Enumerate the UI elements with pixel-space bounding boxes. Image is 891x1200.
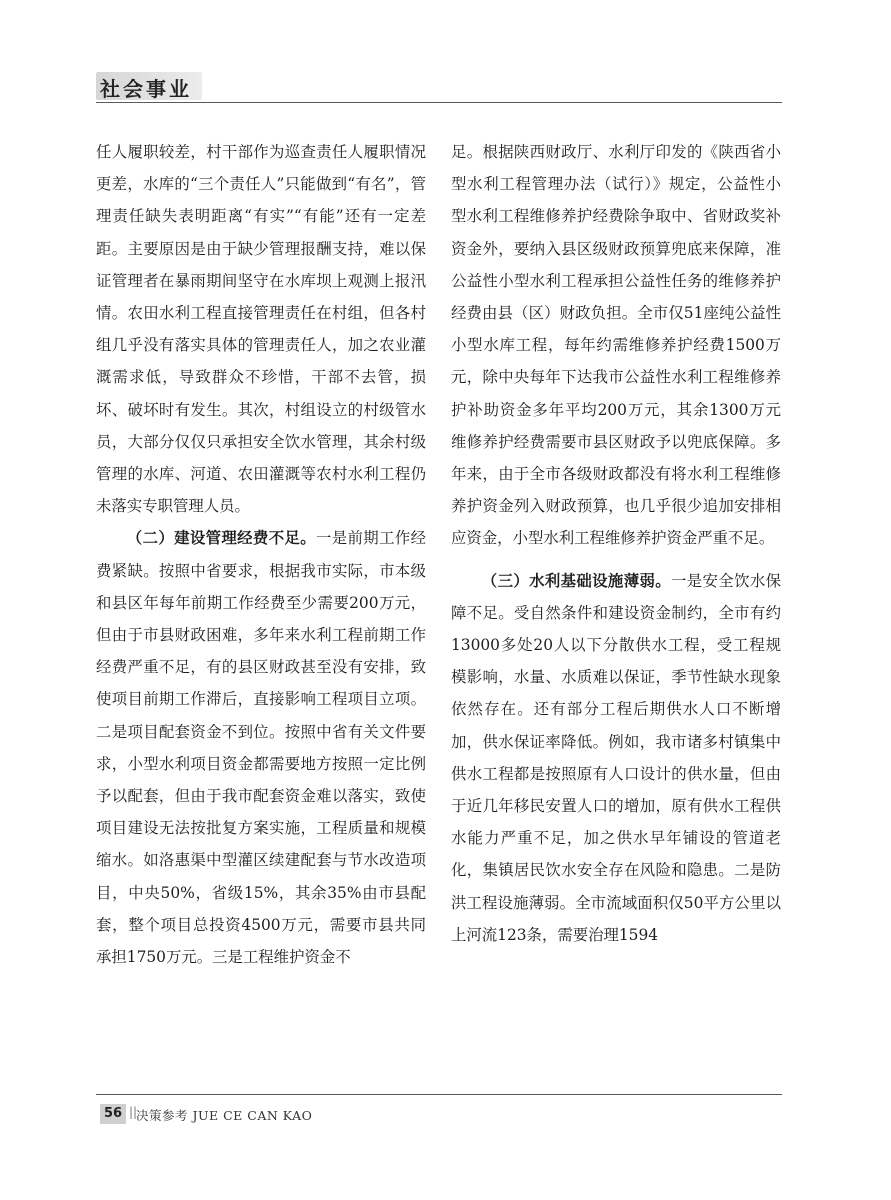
paragraph-text: 一是前期工作经费紧缺。按照中省要求，根据我市实际，市本级和县区年每年前期工作经费至少需要200万元，但由于市县财政困难，多年来水利工程前期工作经费严重不足，有的县区财政甚至没有安排，致使项目前期工作滞后，直接影响工程项目立项。二是项目配套资金不到位。按照中省有关文件要求，小型水利项目资金都需要地方按照一定比例予以配套，但由于我市配套资金难以落实，致使项目建设无法按批复方案实施，工程质量和规模缩水。如洛惠渠中型灌区续建配套与节水改造项目，中央50%，省级15%，其余35%由市县配套，整个项目总投资4500万元，需要市县共同承担1750万元。三是工程维护资金不 bbox=[96, 529, 426, 967]
journal-name: 决策参考 JUE CE CAN KAO bbox=[136, 1108, 313, 1123]
header-divider bbox=[96, 102, 782, 103]
section-title: 社会事业 bbox=[100, 77, 192, 101]
left-column bbox=[96, 136, 426, 1076]
subsection-heading: （二）建设管理经费不足。 bbox=[126, 529, 316, 548]
footer-separator: || bbox=[129, 1105, 138, 1119]
page-footer bbox=[96, 1092, 782, 1132]
subsection-heading: （三）水利基础设施薄弱。 bbox=[481, 571, 671, 590]
paragraph-text: 一是安全饮水保障不足。受自然条件和建设资金制约，全市有约13000多处20人以下分散供水工程，受工程规模影响，水量、水质难以保证，季节性缺水现象依然存在。还有部分工程后期供水人口不断增加，供水保证率降低。例如，我市诸多村镇集中供水工程都是按照原有人口设计的供水量，但由于近几年移民安置人口的增加，原有供水工程供水能力严重不足，加之供水早年铺设的管道老化，集镇居民饮水安全存在风险和隐患。二是防洪工程设施薄弱。全市流域面积仅50平方公里以上河流123条，需要治理1594 bbox=[451, 571, 781, 944]
paragraph: 足。根据陕西财政厅、水利厅印发的《陕西省小型水利工程管理办法（试行）》规定，公益性小型水利工程维修养护经费除争取中、省财政奖补资金外，要纳入县区级财政预算兜底来保障，准公益性小型水利工程承担公益性任务的维修养护经费由县（区）财政负担。全市仅51座纯公益性小型水库工程，每年约需维修养护经费1500万元，除中央每年下达我市公益性水利工程维修养护补助资金多年平均200万元，其余1300万元维修养护经费需要市县区财政予以兜底保障。多年来，由于全市各级财政都没有将水利工程维修养护资金列入财政预算，也几乎很少追加安排相应资金，小型水利工程维修养护资金严重不足。 bbox=[451, 143, 781, 548]
paragraph bbox=[96, 522, 426, 973]
footer-divider bbox=[96, 1094, 782, 1095]
right-column bbox=[451, 136, 781, 1076]
paragraph bbox=[451, 565, 781, 951]
page-number: 56 bbox=[100, 1104, 126, 1124]
paragraph: 任人履职较差，村干部作为巡查责任人履职情况更差，水库的“三个责任人”只能做到“有名”，管理责任缺失表明距离“有实”“有能”还有一定差距。主要原因是由于缺少管理报酬支持，难以保证管理者在暴雨期间坚守在水库坝上观测上报汛情。农田水利工程直接管理责任在村组，但各村组几乎没有落实具体的管理责任人，加之农业灌溉需求低，导致群众不珍惜，干部不去管，损坏、破坏时有发生。其次，村组设立的村级管水员，大部分仅仅只承担安全饮水管理，其余村级管理的水库、河道、农田灌溉等农村水利工程仍未落实专职管理人员。 bbox=[96, 143, 426, 516]
page-header bbox=[96, 70, 782, 102]
